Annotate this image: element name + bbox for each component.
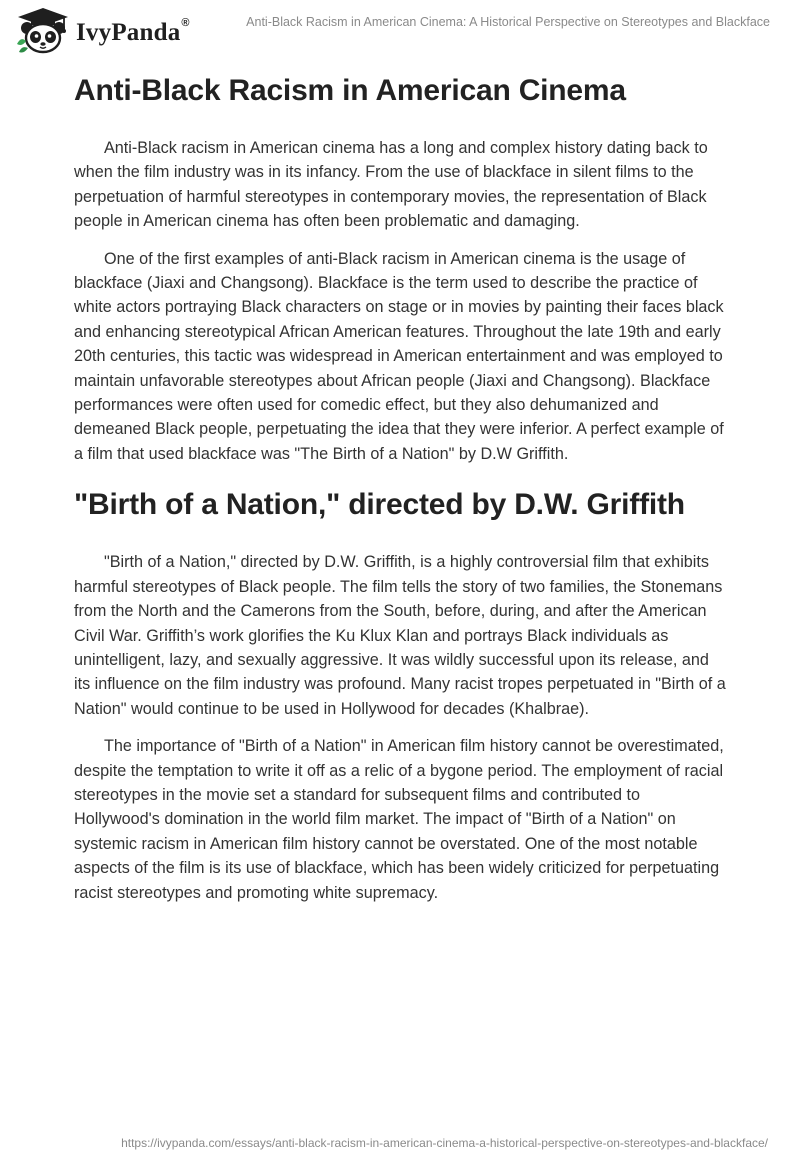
paragraph: Anti-Black racism in American cinema has a long and complex history dating back to when the film industry was in its infancy. From the use of blackface in silent films to the perpetuation of harmful stereotypes in contemporary movies, the representation of Black people in American cinema has often been problematic and damaging. (74, 139, 708, 231)
document-title: Anti-Black Racism in American Cinema: A Historical Perspective on Stereotypes and Blackface (246, 15, 770, 29)
source-url[interactable]: https://ivypanda.com/essays/anti-black-racism-in-american-cinema-a-historical-perspective-on-stereotypes-and-blackface/ (121, 1136, 768, 1150)
section-heading-birth-of-a-nation: "Birth of a Nation," directed by D.W. Griffith (74, 488, 685, 522)
article-body (74, 72, 726, 918)
paragraph: One of the first examples of anti-Black racism in American cinema is the usage of blackface (Jiaxi and Changsong). Blackface is the term used to describe the practice of white actors portraying Black characters on stage or in movies by painting their faces black and enhancing stereotypical African American features. Throughout the late 19th and early 20th centuries, this tactic was widespread in American entertainment and was employed to maintain unfavorable stereotypes about African people (Jiaxi and Changsong). Blackface performances were often used for comedic effect, but they also dehumanized and demeaned Black people, perpetuating the idea that they were inferior. A perfect example of a film that used blackface was "The Birth of a Nation" by D.W Griffith. (74, 249, 724, 463)
paragraph: The importance of "Birth of a Nation" in American film history cannot be overestimated, despite the temptation to write it off as a relic of a bygone period. The employment of racial stereotypes in the movie set a standard for subsequent films and contributed to Hollywood's domination in the world film market. The impact of "Birth of a Nation" on systemic racism in American film history cannot be overstated. One of the most notable aspects of the film is its use of blackface, which has been widely criticized for perpetuating racist stereotypes and promoting white supremacy. (74, 737, 724, 902)
ivypanda-logo[interactable] (14, 6, 190, 54)
panda-graduate-icon (14, 6, 72, 54)
page-header (0, 0, 800, 60)
brand-name: IvyPanda® (76, 17, 190, 46)
registered-mark: ® (181, 17, 190, 29)
section-heading-anti-black-racism: Anti-Black Racism in American Cinema (74, 74, 626, 107)
paragraph: "Birth of a Nation," directed by D.W. Griffith, is a highly controversial film that exhibits harmful stereotypes of Black people. The film tells the story of two families, the Stonemans from the North and the Camerons from the South, before, during, and after the American Civil War. Griffith’s work glorifies the Ku Klux Klan and portrays Black individuals as unintelligent, lazy, and sexually aggressive. It was wildly successful upon its release, and its influence on the film industry was profound. Many racist tropes perpetuated in "Birth of a Nation" would continue to be used in Hollywood for decades (Khalbrae). (74, 553, 726, 718)
